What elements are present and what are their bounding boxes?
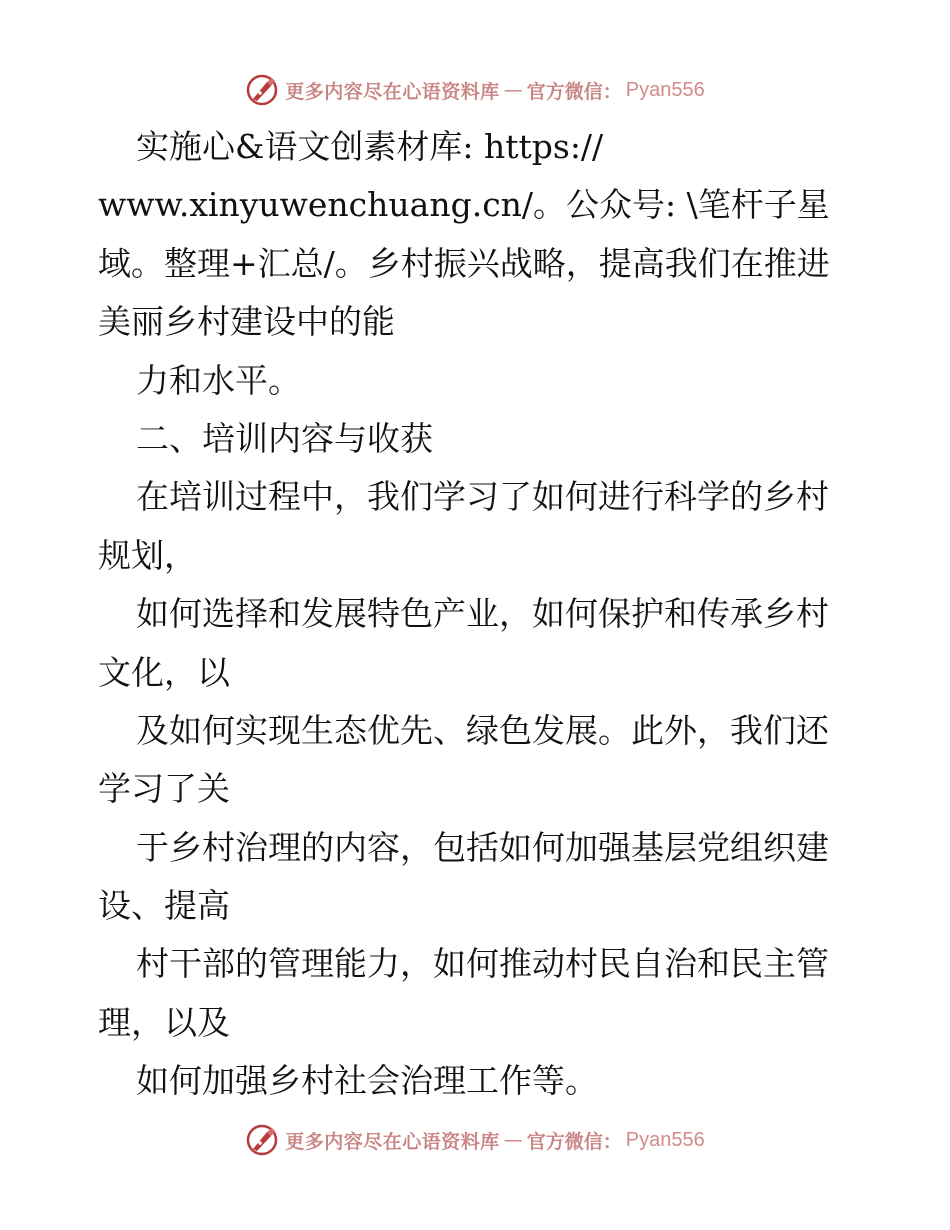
body-line: 于乡村治理的内容，包括如何加强基层党组织建 — [136, 827, 829, 867]
banner-text: 更多内容尽在心语资料库 — [285, 1130, 500, 1153]
banner-wechat-id: Pyan556 — [625, 78, 705, 101]
body-line: www.xinyuwenchuang.cn/。公众号: \笔杆子星 — [98, 185, 830, 225]
body-line: 美丽乡村建设中的能 — [98, 302, 395, 342]
body-line: 文化，以 — [98, 652, 230, 692]
section-heading: 二、培训内容与收获 — [136, 418, 433, 458]
body-line: 力和水平。 — [136, 360, 301, 400]
body-line: 学习了关 — [98, 769, 230, 809]
body-line: 村干部的管理能力，如何推动村民自治和民主管 — [136, 944, 829, 984]
body-line: 规划， — [98, 535, 197, 575]
footer-watermark-banner — [0, 1120, 950, 1160]
pen-nib-logo-icon — [245, 73, 279, 107]
banner-official-label: 官方微信： — [526, 1130, 622, 1153]
body-line: 域。整理+汇总/。乡村振兴战略，提高我们在推进 — [98, 243, 830, 283]
banner-dash: — — [503, 79, 523, 101]
body-line: 实施心&语文创素材库: https:// — [136, 127, 604, 166]
banner-wechat-id: Pyan556 — [625, 1128, 705, 1151]
body-line: 如何选择和发展特色产业，如何保护和传承乡村 — [136, 594, 829, 634]
body-line: 在培训过程中，我们学习了如何进行科学的乡村 — [136, 477, 829, 517]
body-line: 及如何实现生态优先、绿色发展。此外，我们还 — [136, 710, 829, 750]
body-line: 理，以及 — [98, 1002, 230, 1042]
pen-nib-logo-icon — [245, 1123, 279, 1157]
banner-official-label: 官方微信： — [526, 80, 622, 103]
body-line: 设、提高 — [98, 886, 230, 926]
banner-text: 更多内容尽在心语资料库 — [285, 80, 500, 103]
banner-dash: — — [503, 1129, 523, 1151]
header-watermark-banner — [0, 70, 950, 110]
document-body — [98, 118, 898, 1111]
body-line: 如何加强乡村社会治理工作等。 — [136, 1061, 598, 1101]
